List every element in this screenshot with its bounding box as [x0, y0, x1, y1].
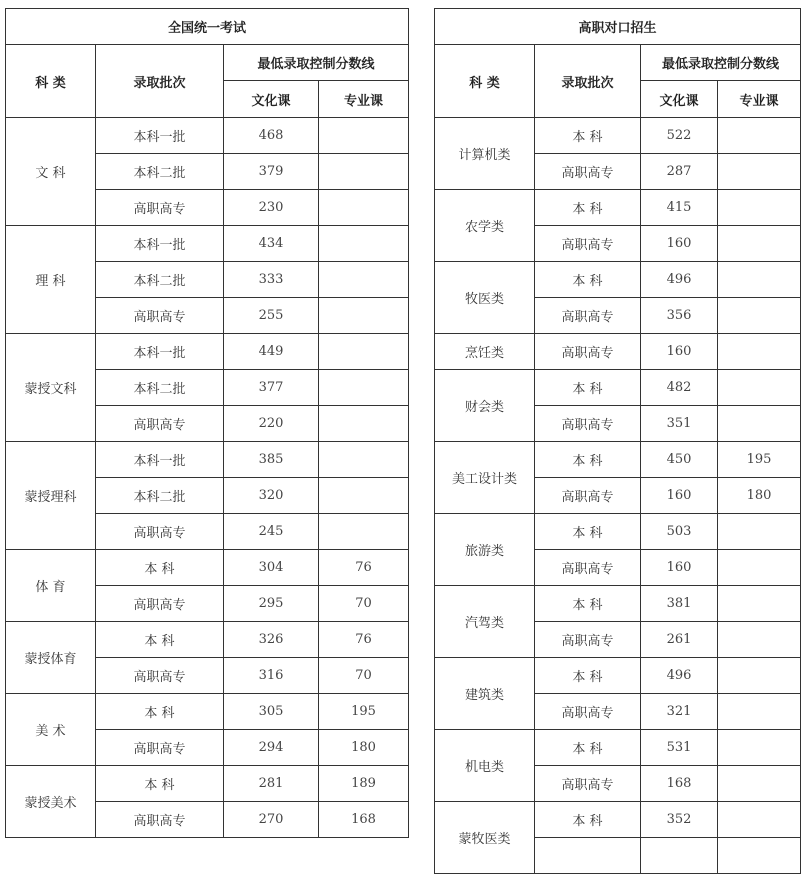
batch-cell: 本科二批 — [96, 154, 224, 190]
culture-score-cell: 305 — [224, 694, 319, 730]
culture-score-cell: 160 — [641, 226, 718, 262]
table-row — [6, 694, 409, 730]
culture-score-cell: 168 — [641, 766, 718, 802]
batch-cell: 高职高专 — [96, 514, 224, 550]
major-score-cell — [319, 334, 409, 370]
culture-score-cell: 450 — [641, 442, 718, 478]
culture-score-cell: 496 — [641, 658, 718, 694]
major-score-cell — [319, 262, 409, 298]
culture-score-cell: 434 — [224, 226, 319, 262]
culture-score-cell: 160 — [641, 550, 718, 586]
culture-course-header: 文化课 — [224, 81, 319, 118]
culture-score-cell: 531 — [641, 730, 718, 766]
major-course-header: 专业课 — [319, 81, 409, 118]
batch-cell: 高职高专 — [96, 802, 224, 838]
batch-cell: 本科一批 — [96, 226, 224, 262]
major-score-cell — [319, 406, 409, 442]
major-score-cell: 70 — [319, 586, 409, 622]
category-cell: 牧医类 — [435, 262, 535, 334]
table-title: 全国统一考试 — [6, 9, 409, 45]
culture-score-cell: 281 — [224, 766, 319, 802]
major-score-cell: 180 — [718, 478, 801, 514]
major-score-cell — [319, 478, 409, 514]
category-cell: 旅游类 — [435, 514, 535, 586]
major-score-cell — [718, 406, 801, 442]
batch-cell: 高职高专 — [535, 478, 641, 514]
culture-score-cell: 379 — [224, 154, 319, 190]
batch-cell: 本 科 — [535, 730, 641, 766]
category-cell: 财会类 — [435, 370, 535, 442]
batch-cell: 本 科 — [535, 442, 641, 478]
category-cell: 汽驾类 — [435, 586, 535, 658]
culture-score-cell: 294 — [224, 730, 319, 766]
major-score-cell: 168 — [319, 802, 409, 838]
min-score-header: 最低录取控制分数线 — [224, 45, 409, 81]
major-score-cell: 180 — [319, 730, 409, 766]
table-row — [6, 766, 409, 802]
table-row — [6, 118, 409, 154]
batch-cell: 本科一批 — [96, 118, 224, 154]
batch-cell: 高职高专 — [535, 298, 641, 334]
batch-cell: 本 科 — [96, 766, 224, 802]
batch-cell: 高职高专 — [96, 298, 224, 334]
category-cell: 建筑类 — [435, 658, 535, 730]
major-course-header: 专业课 — [718, 81, 801, 118]
culture-score-cell: 255 — [224, 298, 319, 334]
culture-score-cell: 287 — [641, 154, 718, 190]
culture-course-header: 文化课 — [641, 81, 718, 118]
major-score-cell — [718, 118, 801, 154]
major-score-cell: 76 — [319, 622, 409, 658]
batch-header: 录取批次 — [535, 45, 641, 118]
table-row — [6, 334, 409, 370]
category-cell: 计算机类 — [435, 118, 535, 190]
major-score-cell — [718, 550, 801, 586]
table-title: 高职对口招生 — [435, 9, 801, 45]
batch-cell: 本 科 — [535, 370, 641, 406]
major-score-cell — [718, 262, 801, 298]
culture-score-cell: 261 — [641, 622, 718, 658]
table-row — [435, 190, 801, 226]
batch-cell: 高职高专 — [535, 154, 641, 190]
category-cell: 蒙授文科 — [6, 334, 96, 442]
major-score-cell — [718, 658, 801, 694]
culture-score-cell: 270 — [224, 802, 319, 838]
batch-cell: 高职高专 — [535, 694, 641, 730]
major-score-cell: 195 — [319, 694, 409, 730]
major-score-cell — [319, 298, 409, 334]
batch-cell — [535, 838, 641, 874]
batch-cell: 高职高专 — [535, 622, 641, 658]
culture-score-cell: 230 — [224, 190, 319, 226]
culture-score-cell: 320 — [224, 478, 319, 514]
culture-score-cell — [641, 838, 718, 874]
category-cell: 烹饪类 — [435, 334, 535, 370]
culture-score-cell: 352 — [641, 802, 718, 838]
batch-cell: 本 科 — [96, 622, 224, 658]
batch-cell: 本 科 — [535, 658, 641, 694]
culture-score-cell: 160 — [641, 334, 718, 370]
major-score-cell — [718, 802, 801, 838]
batch-cell: 高职高专 — [96, 190, 224, 226]
culture-score-cell: 316 — [224, 658, 319, 694]
major-score-cell: 70 — [319, 658, 409, 694]
category-cell: 农学类 — [435, 190, 535, 262]
table-row — [435, 334, 801, 370]
batch-cell: 本 科 — [535, 118, 641, 154]
major-score-cell — [319, 442, 409, 478]
batch-cell: 本 科 — [535, 262, 641, 298]
unified-exam-score-table — [5, 8, 409, 838]
culture-score-cell: 415 — [641, 190, 718, 226]
category-header: 科 类 — [435, 45, 535, 118]
major-score-cell — [718, 190, 801, 226]
table-row — [435, 370, 801, 406]
category-header: 科 类 — [6, 45, 96, 118]
culture-score-cell: 381 — [641, 586, 718, 622]
batch-cell: 高职高专 — [96, 730, 224, 766]
major-score-cell: 76 — [319, 550, 409, 586]
batch-cell: 高职高专 — [96, 406, 224, 442]
culture-score-cell: 160 — [641, 478, 718, 514]
batch-cell: 高职高专 — [535, 226, 641, 262]
category-cell: 蒙授体育 — [6, 622, 96, 694]
table-row — [6, 550, 409, 586]
culture-score-cell: 503 — [641, 514, 718, 550]
batch-cell: 高职高专 — [535, 406, 641, 442]
batch-cell: 本科一批 — [96, 334, 224, 370]
culture-score-cell: 220 — [224, 406, 319, 442]
table-row — [6, 622, 409, 658]
major-score-cell — [319, 154, 409, 190]
major-score-cell: 189 — [319, 766, 409, 802]
major-score-cell — [718, 226, 801, 262]
major-score-cell — [718, 622, 801, 658]
batch-cell: 本 科 — [535, 586, 641, 622]
major-score-cell — [718, 766, 801, 802]
major-score-cell — [718, 154, 801, 190]
category-cell: 体 育 — [6, 550, 96, 622]
batch-cell: 高职高专 — [535, 334, 641, 370]
culture-score-cell: 377 — [224, 370, 319, 406]
culture-score-cell: 385 — [224, 442, 319, 478]
batch-cell: 本科一批 — [96, 442, 224, 478]
batch-cell: 本科二批 — [96, 370, 224, 406]
min-score-header: 最低录取控制分数线 — [641, 45, 801, 81]
batch-cell: 本 科 — [96, 694, 224, 730]
major-score-cell — [319, 190, 409, 226]
culture-score-cell: 482 — [641, 370, 718, 406]
batch-cell: 高职高专 — [535, 550, 641, 586]
table-row — [435, 658, 801, 694]
category-cell: 美 术 — [6, 694, 96, 766]
major-score-cell — [319, 514, 409, 550]
major-score-cell — [718, 298, 801, 334]
major-score-cell — [718, 334, 801, 370]
culture-score-cell: 333 — [224, 262, 319, 298]
batch-cell: 本 科 — [535, 514, 641, 550]
vocational-admission-score-table — [434, 8, 801, 874]
major-score-cell — [718, 694, 801, 730]
batch-cell: 本 科 — [535, 802, 641, 838]
major-score-cell — [718, 730, 801, 766]
category-cell: 美工设计类 — [435, 442, 535, 514]
table-row — [435, 514, 801, 550]
major-score-cell — [319, 118, 409, 154]
major-score-cell — [319, 226, 409, 262]
batch-cell: 本科二批 — [96, 478, 224, 514]
category-cell: 理 科 — [6, 226, 96, 334]
culture-score-cell: 295 — [224, 586, 319, 622]
culture-score-cell: 496 — [641, 262, 718, 298]
batch-cell: 本 科 — [96, 550, 224, 586]
culture-score-cell: 304 — [224, 550, 319, 586]
table-row — [435, 730, 801, 766]
batch-cell: 高职高专 — [96, 586, 224, 622]
major-score-cell — [718, 838, 801, 874]
culture-score-cell: 468 — [224, 118, 319, 154]
table-row — [6, 442, 409, 478]
culture-score-cell: 326 — [224, 622, 319, 658]
major-score-cell: 195 — [718, 442, 801, 478]
category-cell: 机电类 — [435, 730, 535, 802]
culture-score-cell: 245 — [224, 514, 319, 550]
table-row — [435, 586, 801, 622]
culture-score-cell: 321 — [641, 694, 718, 730]
category-cell: 文 科 — [6, 118, 96, 226]
category-cell: 蒙授美术 — [6, 766, 96, 838]
batch-header: 录取批次 — [96, 45, 224, 118]
major-score-cell — [718, 370, 801, 406]
major-score-cell — [319, 370, 409, 406]
batch-cell: 本 科 — [535, 190, 641, 226]
table-row — [435, 442, 801, 478]
batch-cell: 高职高专 — [96, 658, 224, 694]
major-score-cell — [718, 586, 801, 622]
category-cell: 蒙授理科 — [6, 442, 96, 550]
culture-score-cell: 351 — [641, 406, 718, 442]
batch-cell: 高职高专 — [535, 766, 641, 802]
batch-cell: 本科二批 — [96, 262, 224, 298]
table-row — [435, 802, 801, 838]
culture-score-cell: 356 — [641, 298, 718, 334]
table-row — [435, 262, 801, 298]
table-row — [6, 226, 409, 262]
culture-score-cell: 522 — [641, 118, 718, 154]
major-score-cell — [718, 514, 801, 550]
category-cell: 蒙牧医类 — [435, 802, 535, 874]
culture-score-cell: 449 — [224, 334, 319, 370]
table-row — [435, 118, 801, 154]
